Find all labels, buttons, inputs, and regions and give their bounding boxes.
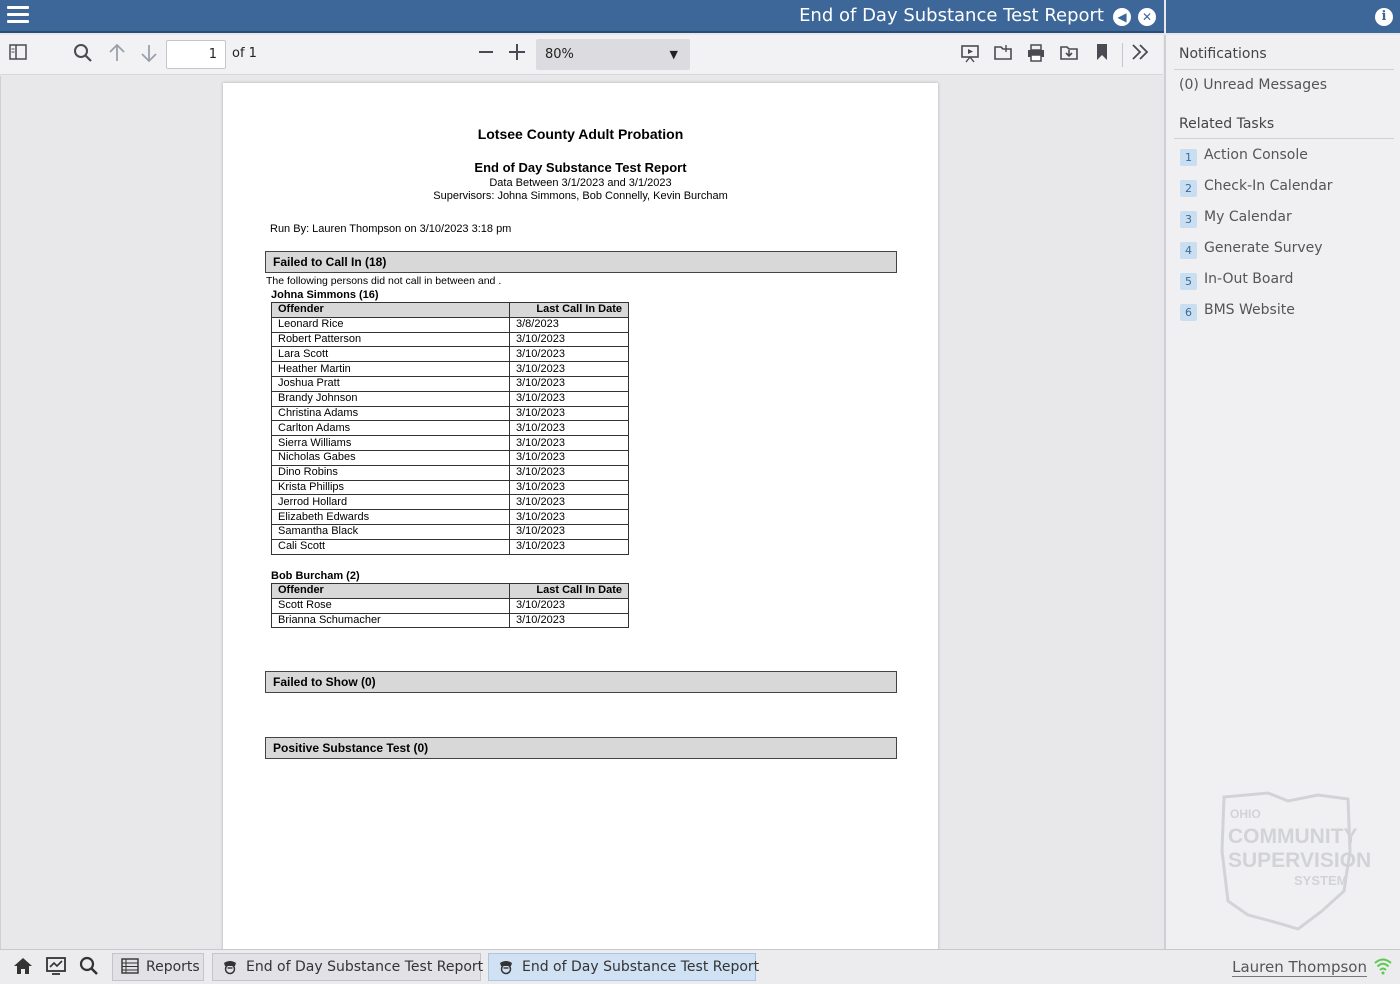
- offender-name-cell: Elizabeth Edwards: [272, 510, 510, 525]
- table-row: [272, 391, 629, 406]
- task-label: Generate Survey: [1204, 240, 1323, 256]
- last-call-in-date-cell: 3/10/2023: [510, 347, 629, 362]
- download-icon[interactable]: [1057, 43, 1081, 67]
- report-organization: Lotsee County Adult Probation: [477, 126, 684, 142]
- offender-name-cell: Samantha Black: [272, 524, 510, 539]
- offender-name-cell: Heather Martin: [272, 362, 510, 377]
- current-user-link[interactable]: Lauren Thompson: [1232, 958, 1367, 976]
- dashboard-icon[interactable]: [44, 956, 68, 978]
- table-row: [272, 598, 629, 613]
- table-row: [272, 450, 629, 465]
- task-number-badge: 1: [1180, 149, 1197, 166]
- pdf-toolbar: [0, 35, 1163, 75]
- toolbar-divider: [1122, 43, 1123, 67]
- notifications-title: Notifications: [1179, 46, 1267, 62]
- table-row: [272, 421, 629, 436]
- previous-page-icon[interactable]: [105, 43, 129, 67]
- table-row: [272, 347, 629, 362]
- offender-name-cell: Scott Rose: [272, 598, 510, 613]
- last-call-in-date-cell: 3/10/2023: [510, 362, 629, 377]
- table-row: [272, 495, 629, 510]
- presentation-mode-icon[interactable]: [958, 43, 982, 67]
- table-row: [272, 510, 629, 525]
- page-count: of 1: [232, 46, 257, 61]
- last-call-in-date-cell: 3/10/2023: [510, 524, 629, 539]
- pdf-viewer[interactable]: [0, 76, 1163, 949]
- connection-signal-icon: [1374, 957, 1392, 975]
- column-header-last-call-in: Last Call In Date: [510, 303, 629, 318]
- offender-name-cell: Brianna Schumacher: [272, 613, 510, 628]
- table-row: [272, 317, 629, 332]
- table-row: [272, 376, 629, 391]
- task-number-badge: 5: [1180, 273, 1197, 290]
- print-icon[interactable]: [1024, 43, 1048, 67]
- table-row: [272, 436, 629, 451]
- table-row: [272, 539, 629, 554]
- table-header-row: [272, 584, 629, 599]
- last-call-in-date-cell: 3/10/2023: [510, 450, 629, 465]
- table-row: [272, 332, 629, 347]
- section-positive-substance-test: Positive Substance Test (0): [265, 737, 897, 759]
- svg-text:SYSTEM: SYSTEM: [1294, 873, 1348, 888]
- pdf-page: [223, 83, 938, 953]
- divider: [1174, 138, 1394, 139]
- chevron-down-icon: ▼: [669, 48, 678, 61]
- report-supervisors: Supervisors: Johna Simmons, Bob Connelly, Kevin Burcham: [433, 190, 728, 202]
- table-row: [272, 362, 629, 377]
- report-run-by: Run By: Lauren Thompson on 3/10/2023 3:18 pm: [270, 223, 512, 235]
- last-call-in-date-cell: 3/10/2023: [510, 406, 629, 421]
- next-page-icon[interactable]: [137, 43, 161, 67]
- related-tasks-title: Related Tasks: [1179, 116, 1275, 132]
- taskbar: [0, 949, 1400, 984]
- bookmark-icon[interactable]: [1090, 43, 1114, 67]
- offender-name-cell: Dino Robins: [272, 465, 510, 480]
- svg-text:SUPERVISION: SUPERVISION: [1228, 849, 1372, 872]
- task-number-badge: 2: [1180, 180, 1197, 197]
- last-call-in-date-cell: 3/10/2023: [510, 421, 629, 436]
- last-call-in-date-cell: 3/10/2023: [510, 480, 629, 495]
- section-failed-call-in: Failed to Call In (18): [265, 251, 897, 273]
- last-call-in-date-cell: 3/10/2023: [510, 510, 629, 525]
- search-icon[interactable]: [71, 43, 95, 67]
- column-header-offender: Offender: [272, 584, 510, 599]
- group-title: Johna Simmons (16): [271, 289, 379, 301]
- zoom-value: 80%: [545, 47, 574, 62]
- search-icon[interactable]: [77, 956, 101, 978]
- offender-table: [271, 583, 629, 628]
- offender-name-cell: Jerrod Hollard: [272, 495, 510, 510]
- offender-name-cell: Leonard Rice: [272, 317, 510, 332]
- table-row: [272, 465, 629, 480]
- table-row: [272, 524, 629, 539]
- officer-badge-icon: [221, 958, 239, 976]
- side-panel: [1164, 35, 1400, 949]
- column-header-last-call-in: Last Call In Date: [510, 584, 629, 599]
- offender-name-cell: Brandy Johnson: [272, 391, 510, 406]
- offender-name-cell: Christina Adams: [272, 406, 510, 421]
- table-row: [272, 406, 629, 421]
- offender-name-cell: Joshua Pratt: [272, 376, 510, 391]
- task-label: My Calendar: [1204, 209, 1292, 225]
- task-label: Action Console: [1204, 147, 1308, 163]
- open-file-icon[interactable]: [991, 43, 1015, 67]
- more-tools-icon[interactable]: [1128, 43, 1152, 67]
- task-label: BMS Website: [1204, 302, 1295, 318]
- task-label: Check-In Calendar: [1204, 178, 1333, 194]
- task-number-badge: 3: [1180, 211, 1197, 228]
- column-header-offender: Offender: [272, 303, 510, 318]
- task-label: In-Out Board: [1204, 271, 1294, 287]
- last-call-in-date-cell: 3/10/2023: [510, 598, 629, 613]
- svg-text:COMMUNITY: COMMUNITY: [1228, 825, 1358, 848]
- last-call-in-date-cell: 3/10/2023: [510, 495, 629, 510]
- report-tab-1[interactable]: [212, 953, 484, 981]
- zoom-out-icon[interactable]: [474, 43, 498, 67]
- offender-name-cell: Cali Scott: [272, 539, 510, 554]
- reports-tab-label: Reports: [146, 959, 200, 975]
- home-icon[interactable]: [11, 956, 35, 978]
- report-date-range: Data Between 3/1/2023 and 3/1/2023: [489, 177, 672, 189]
- last-call-in-date-cell: 3/10/2023: [510, 613, 629, 628]
- last-call-in-date-cell: 3/10/2023: [510, 391, 629, 406]
- offender-name-cell: Sierra Williams: [272, 436, 510, 451]
- window-title: End of Day Substance Test Report: [799, 5, 1104, 26]
- last-call-in-date-cell: 3/8/2023: [510, 317, 629, 332]
- unread-messages-link[interactable]: (0) Unread Messages: [1179, 77, 1328, 93]
- last-call-in-date-cell: 3/10/2023: [510, 539, 629, 554]
- offender-name-cell: Carlton Adams: [272, 421, 510, 436]
- report-tab-1-label: End of Day Substance Test Report: [246, 959, 484, 975]
- close-icon[interactable]: ✕: [1138, 8, 1156, 26]
- list-icon: [121, 958, 139, 976]
- table-row: [272, 480, 629, 495]
- offender-name-cell: Robert Patterson: [272, 332, 510, 347]
- page-number-input[interactable]: 1: [166, 40, 226, 69]
- last-call-in-date-cell: 3/10/2023: [510, 465, 629, 480]
- info-icon[interactable]: i: [1375, 8, 1393, 26]
- last-call-in-date-cell: 3/10/2023: [510, 376, 629, 391]
- reports-tab[interactable]: [112, 953, 204, 981]
- last-call-in-date-cell: 3/10/2023: [510, 436, 629, 451]
- divider: [1174, 69, 1394, 70]
- task-number-badge: 6: [1180, 304, 1197, 321]
- offender-name-cell: Nicholas Gabes: [272, 450, 510, 465]
- table-header-row: [272, 303, 629, 318]
- hamburger-menu-icon[interactable]: [7, 6, 29, 26]
- back-icon[interactable]: ◀: [1113, 8, 1131, 26]
- offender-name-cell: Lara Scott: [272, 347, 510, 362]
- report-tab-2[interactable]: [488, 953, 760, 981]
- ohio-community-supervision-logo: [1218, 791, 1372, 933]
- side-header: [1164, 0, 1400, 33]
- zoom-select[interactable]: [536, 39, 690, 70]
- task-number-badge: 4: [1180, 242, 1197, 259]
- offender-table: [271, 302, 629, 555]
- group-title: Bob Burcham (2): [271, 570, 360, 582]
- title-bar: [0, 0, 1164, 33]
- last-call-in-date-cell: 3/10/2023: [510, 332, 629, 347]
- report-title: End of Day Substance Test Report: [474, 160, 687, 175]
- offender-name-cell: Krista Phillips: [272, 480, 510, 495]
- report-tab-2-label: End of Day Substance Test Report: [522, 959, 760, 975]
- table-row: [272, 613, 629, 628]
- svg-text:OHIO: OHIO: [1230, 807, 1261, 821]
- section-description: The following persons did not call in between and .: [266, 275, 502, 287]
- officer-badge-icon: [497, 958, 515, 976]
- section-failed-to-show: Failed to Show (0): [265, 671, 897, 693]
- zoom-in-icon[interactable]: [505, 43, 529, 67]
- sidebar-toggle-icon[interactable]: [6, 43, 30, 67]
